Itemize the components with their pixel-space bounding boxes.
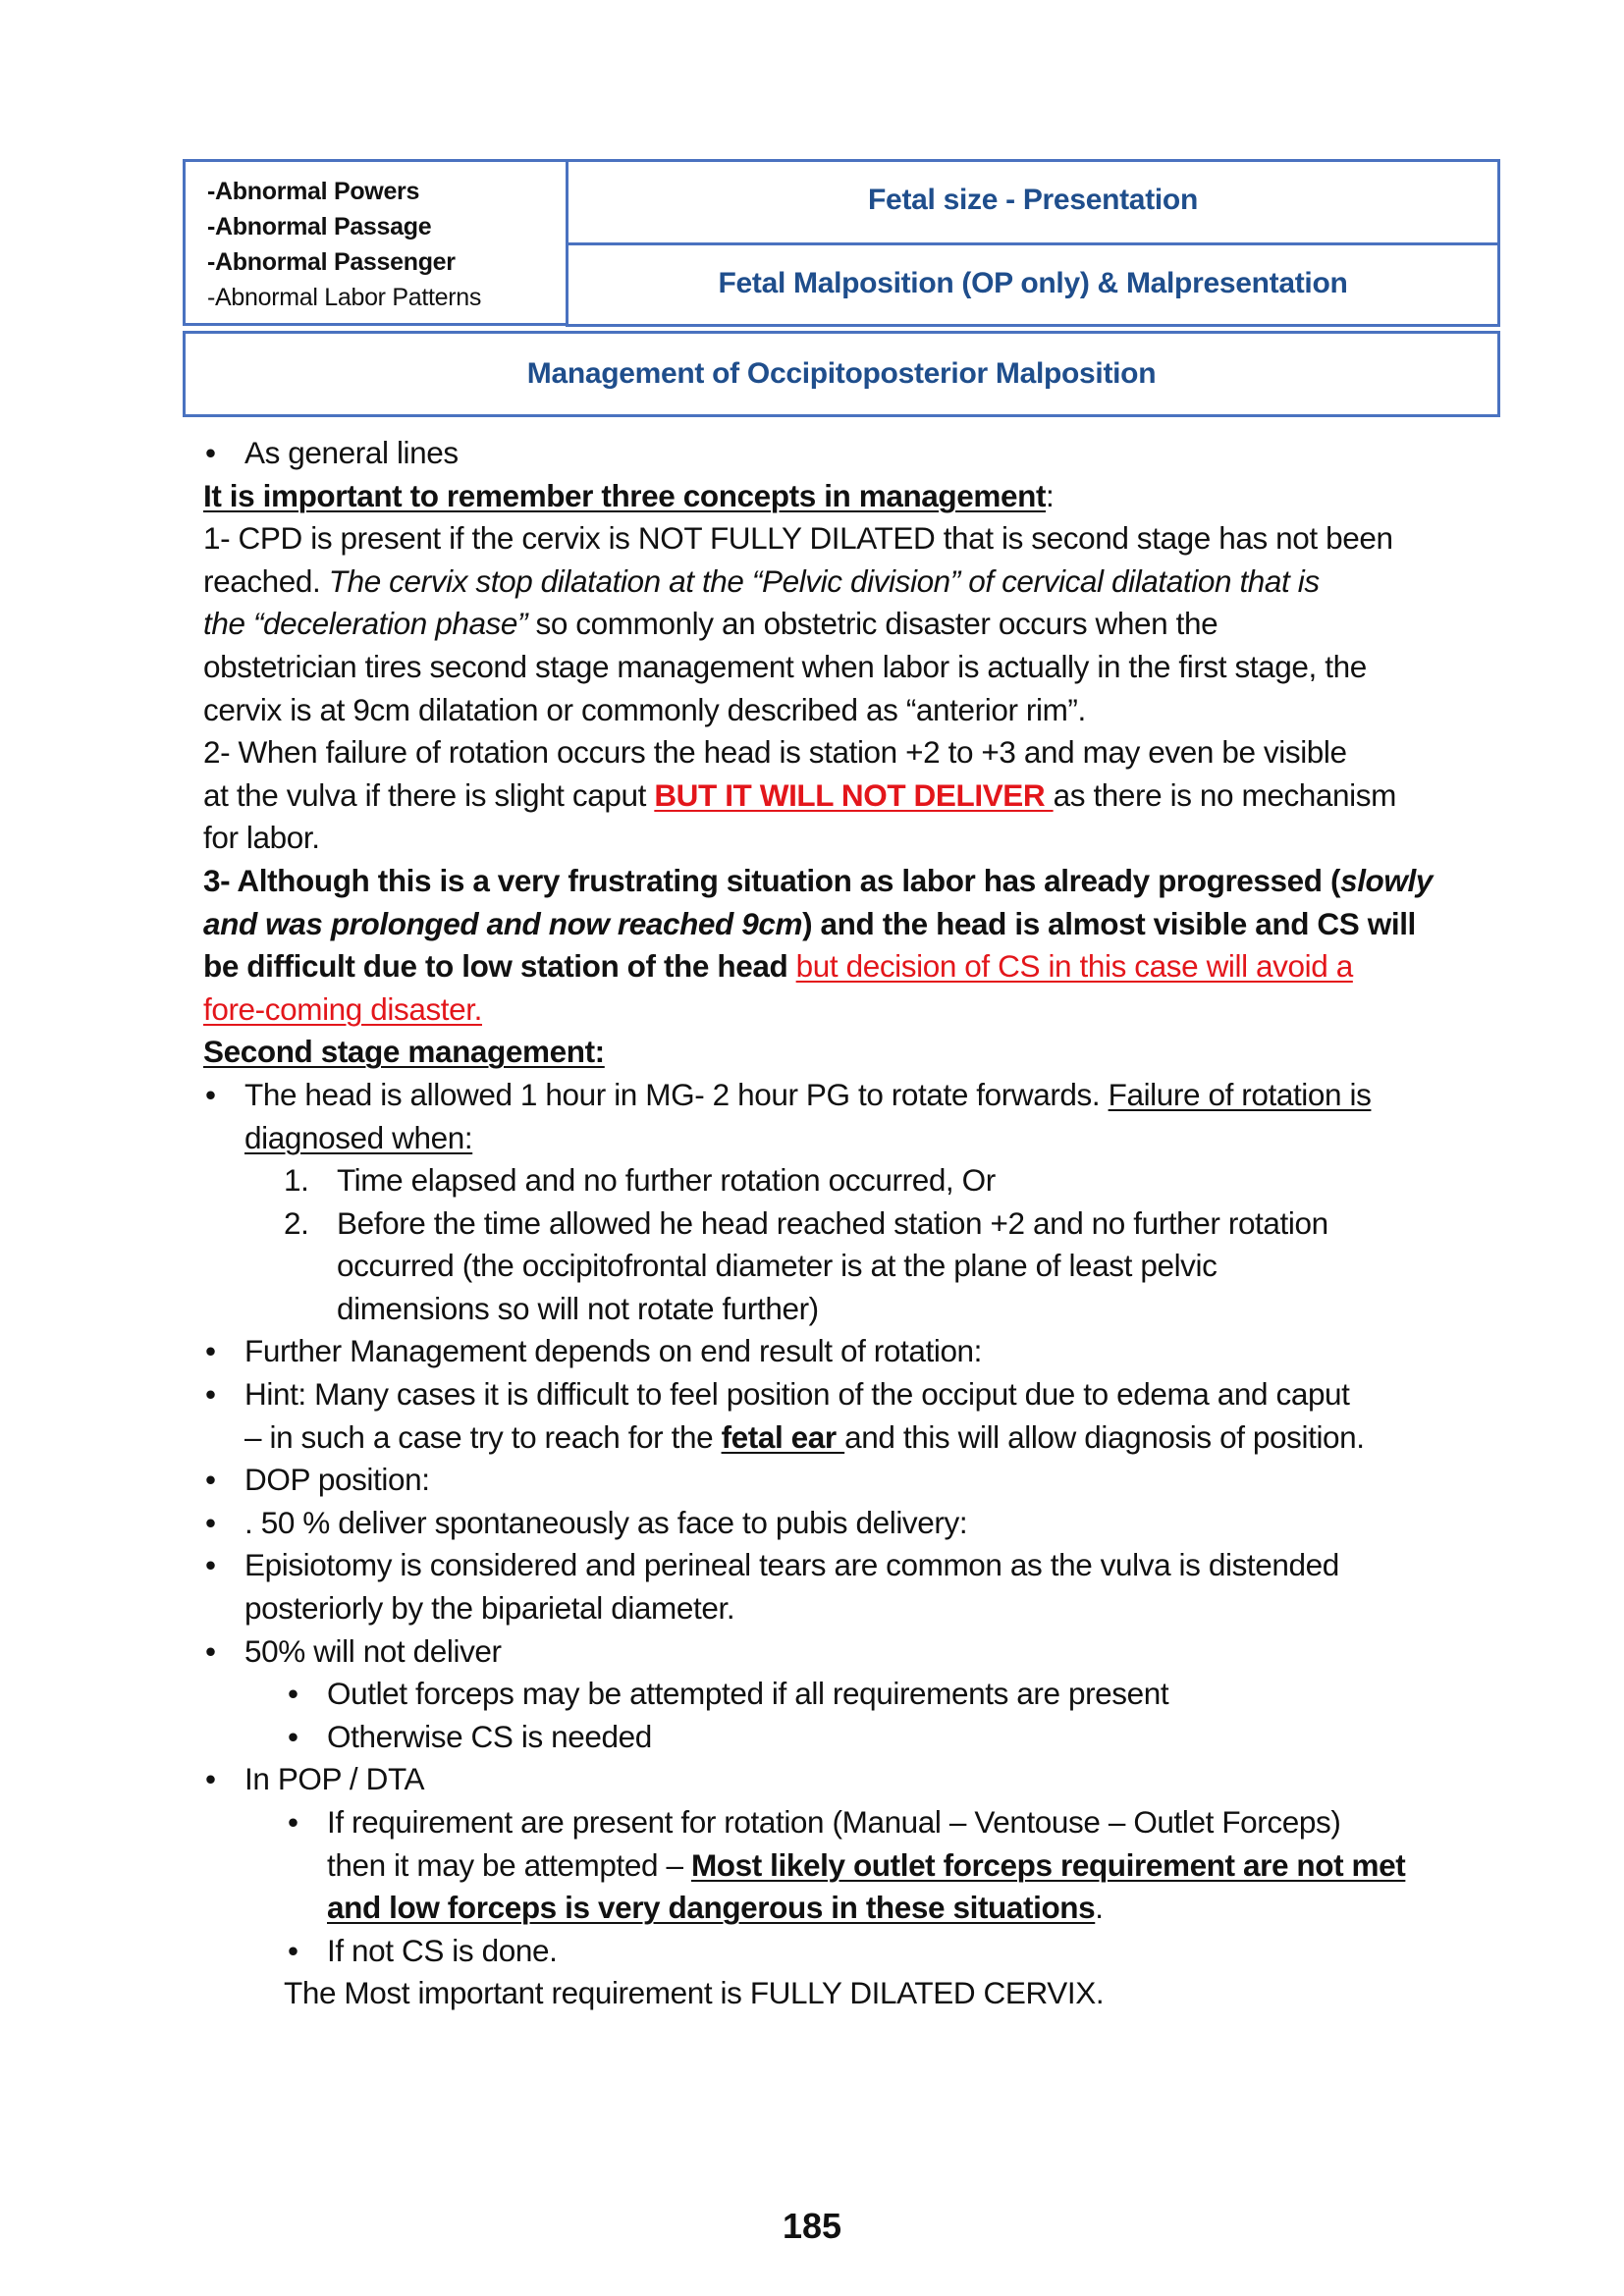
bold-text: be difficult due to low station of the head <box>203 948 796 985</box>
bullet-dop-position <box>203 1459 1499 1502</box>
page-number: 185 <box>782 2206 842 2246</box>
concepts-heading-colon: : <box>1046 477 1055 513</box>
concept-1-line-5 <box>203 689 1499 732</box>
text: DOP position: <box>244 1462 430 1498</box>
document-body <box>203 432 1499 2015</box>
sub-bullet-rotation-requirements <box>203 1801 1499 1844</box>
final-note <box>203 1972 1499 2015</box>
topic-abnormal-passenger: -Abnormal Passenger <box>207 248 456 276</box>
sub-bullet-otherwise-cs <box>203 1716 1499 1759</box>
bullet-further-management <box>203 1330 1499 1373</box>
topic-abnormal-passage: -Abnormal Passage <box>207 213 432 240</box>
bold-italic-text: and was prolonged and now reached 9cm <box>203 905 803 941</box>
text: . <box>1095 1890 1104 1926</box>
bullet-text: As general lines <box>244 435 459 470</box>
concept-3-line-2 <box>203 903 1499 946</box>
underlined-text: diagnosed when: <box>244 1119 473 1155</box>
underlined-text: Failure of rotation is <box>1108 1076 1372 1112</box>
text: obstetrician tires second stage management when labor is actually in the first stage, the <box>203 648 1367 684</box>
concept-2-line-2 <box>203 774 1499 818</box>
bullet-pop-dta <box>203 1758 1499 1801</box>
bullet-hint-cont <box>203 1416 1499 1460</box>
text: If not CS is done. <box>327 1932 558 1968</box>
item-number: 2. <box>284 1204 309 1241</box>
text: posteriorly by the biparietal diameter. <box>244 1590 735 1627</box>
concepts-heading-text: It is important to remember three concepts in management <box>203 477 1047 513</box>
text: . 50 % deliver spontaneously as face to pubis delivery: <box>244 1504 968 1540</box>
text: Before the time allowed he head reached station +2 and no further rotation <box>337 1204 1328 1241</box>
text: cervix is at 9cm dilatation or commonly described as “anterior rim”. <box>203 691 1086 727</box>
text: Otherwise CS is needed <box>327 1718 652 1754</box>
bullet-50-spontaneous <box>203 1502 1499 1545</box>
bold-text: 3- Although this is a very frustrating situation as labor has already progressed ( <box>203 862 1341 898</box>
chapter-topics-box <box>183 159 568 326</box>
section-box-malposition <box>566 242 1500 327</box>
sub-bullet-if-not-cs <box>203 1930 1499 1973</box>
text: In POP / DTA <box>244 1761 425 1797</box>
section-label-fetal-size: Fetal size - Presentation <box>868 184 1198 216</box>
bullet-general-lines <box>203 432 1499 475</box>
bold-underlined-text: Most likely outlet forceps requirement are not met <box>690 1846 1406 1883</box>
text: dimensions so will not rotate further) <box>337 1290 819 1326</box>
text: Further Management depends on end result of rotation: <box>244 1333 983 1369</box>
bold-underlined-text: and low forceps is very dangerous in these situations <box>327 1890 1096 1926</box>
bullet-hint <box>203 1373 1499 1416</box>
concept-1-line-4 <box>203 646 1499 689</box>
text: for labor. <box>203 820 320 856</box>
concept-3-line-1 <box>203 860 1499 903</box>
page-title: Management of Occipitoposterior Malposition <box>526 357 1157 390</box>
topic-abnormal-labor-patterns: -Abnormal Labor Patterns <box>207 284 482 311</box>
numbered-item-2-cont-2 <box>203 1288 1499 1331</box>
text: 1- CPD is present if the cervix is NOT FULLY DILATED that is second stage has not been <box>203 520 1393 557</box>
concept-1-line-2 <box>203 561 1499 604</box>
bullet-rotation-time <box>203 1074 1499 1117</box>
text: Episiotomy is considered and perineal tears are common as the vulva is distended <box>244 1547 1339 1583</box>
red-emphasis-text: BUT IT WILL NOT DELIVER <box>654 776 1054 813</box>
text: Hint: Many cases it is difficult to feel position of the occiput due to edema and caput <box>244 1376 1350 1413</box>
text: 50% will not deliver <box>244 1632 502 1669</box>
text: as there is no mechanism <box>1053 776 1396 813</box>
italic-text: the “deceleration phase” <box>203 606 528 642</box>
section-label-malposition: Fetal Malposition (OP only) & Malpresentation <box>718 267 1348 299</box>
concept-1-line-1 <box>203 517 1499 561</box>
numbered-item-2 <box>203 1202 1499 1246</box>
text: then it may be attempted – <box>327 1846 691 1883</box>
concept-2-line-3 <box>203 817 1499 860</box>
text: Time elapsed and no further rotation occurred, Or <box>337 1162 996 1199</box>
bold-underlined-text: fetal ear <box>721 1418 845 1455</box>
red-emphasis-text: but decision of CS in this case will avoid a <box>795 948 1353 985</box>
sub-bullet-outlet-forceps <box>203 1673 1499 1716</box>
concept-3-line-3 <box>203 945 1499 988</box>
text: – in such a case try to reach for the <box>244 1418 722 1455</box>
concept-1-line-3 <box>203 603 1499 646</box>
page-title-box <box>183 331 1500 417</box>
text: The Most important requirement is FULLY DILATED CERVIX. <box>284 1975 1105 2011</box>
text: The head is allowed 1 hour in MG- 2 hour PG to rotate forwards. <box>244 1076 1109 1112</box>
numbered-item-1 <box>203 1159 1499 1202</box>
concept-3-line-4 <box>203 988 1499 1032</box>
text: so commonly an obstetric disaster occurs when the <box>527 606 1218 642</box>
sub-bullet-rotation-requirements-cont-1 <box>203 1844 1499 1888</box>
concept-2-line-1 <box>203 731 1499 774</box>
item-number: 1. <box>284 1162 309 1199</box>
text: reached. <box>203 562 329 599</box>
text: 2- When failure of rotation occurs the head is station +2 to +3 and may even be visible <box>203 734 1347 771</box>
numbered-item-2-cont-1 <box>203 1245 1499 1288</box>
italic-text: The cervix stop dilatation at the “Pelvic division” of cervical dilatation that is <box>328 562 1320 599</box>
sub-bullet-rotation-requirements-cont-2 <box>203 1887 1499 1930</box>
bold-italic-text: slowly <box>1340 862 1433 898</box>
concepts-heading <box>203 475 1499 518</box>
section-box-fetal-size <box>566 159 1500 245</box>
text: If requirement are present for rotation (Manual – Ventouse – Outlet Forceps) <box>327 1804 1341 1840</box>
bold-text: ) and the head is almost visible and CS will <box>802 905 1416 941</box>
bullet-episiotomy-cont <box>203 1587 1499 1630</box>
text: Outlet forceps may be attempted if all requirements are present <box>327 1676 1169 1712</box>
red-emphasis-text: fore-coming disaster. <box>203 990 482 1027</box>
second-stage-heading <box>203 1031 1499 1074</box>
topic-abnormal-powers: -Abnormal Powers <box>207 178 420 205</box>
bullet-50-not-deliver <box>203 1630 1499 1674</box>
heading-text: Second stage management: <box>203 1034 605 1070</box>
bullet-episiotomy <box>203 1544 1499 1587</box>
text: and this will allow diagnosis of position. <box>844 1418 1365 1455</box>
bullet-rotation-time-cont <box>203 1117 1499 1160</box>
text: at the vulva if there is slight caput <box>203 776 655 813</box>
text: occurred (the occipitofrontal diameter is at the plane of least pelvic <box>337 1248 1218 1284</box>
